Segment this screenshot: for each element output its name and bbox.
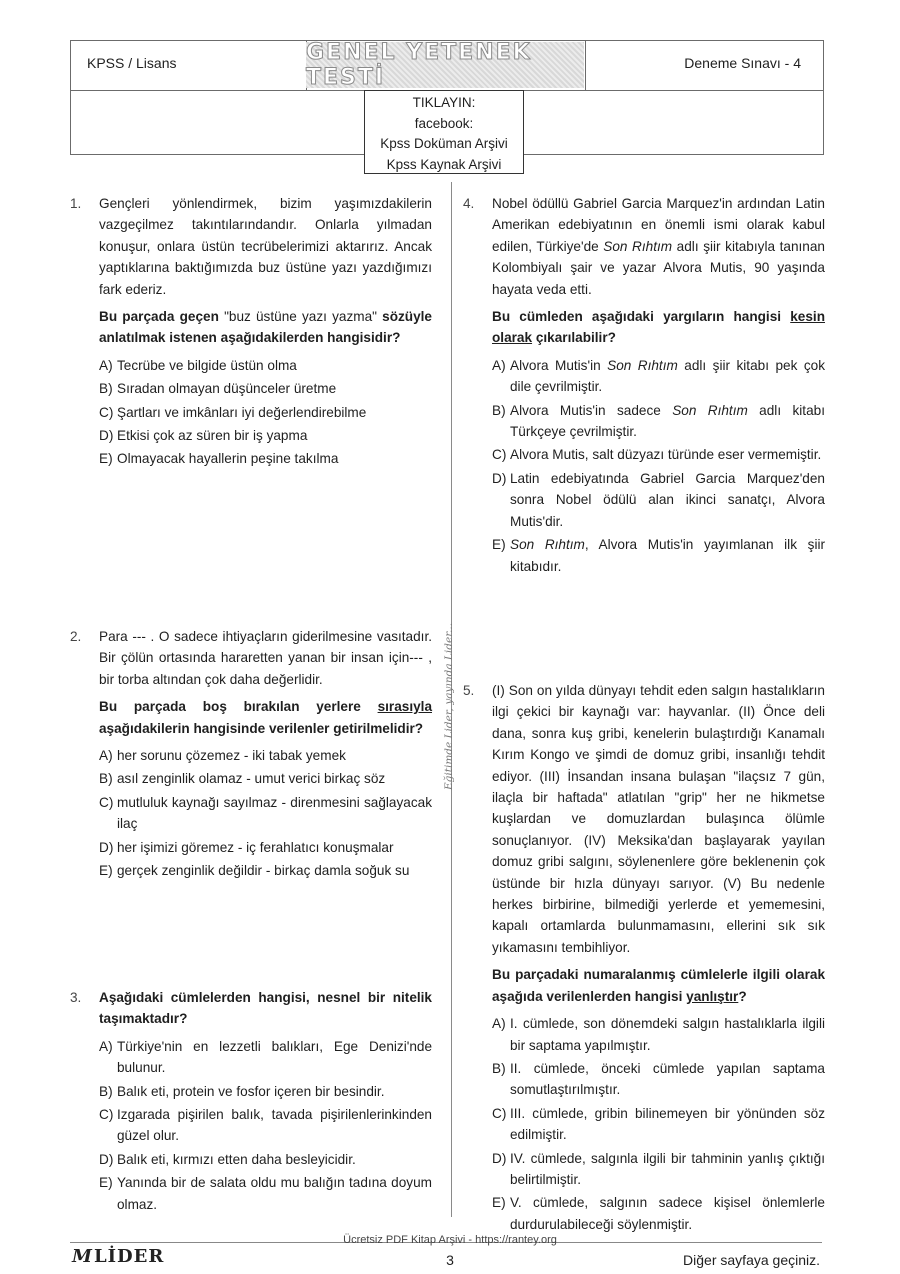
option-c[interactable]: C) mutluluk kaynağı sayılmaz - direnmesini sağlayacak ilaç: [99, 794, 432, 832]
watermark-link[interactable]: Ücretsiz PDF Kitap Arşivi - https://rantey.org: [343, 1234, 557, 1246]
question-number: 2.: [70, 629, 82, 644]
option-d[interactable]: D) IV. cümlede, salgınla ilgili bir tahminin yanlış çıktığı belirtilmiştir.: [492, 1150, 825, 1187]
option-c[interactable]: C) Şartları ve imkânları iyi değerlendirebilme: [99, 404, 367, 420]
option-a[interactable]: A) Tecrübe ve bilgide üstün olma: [99, 357, 297, 373]
question-2: [70, 626, 432, 883]
option-e[interactable]: E) Olmayacak hayallerin peşine takılma: [99, 451, 339, 467]
question-stem: Bu parçadaki numaralanmış cümlelerle ilgili olarak aşağıda verilenlerden hangisi yanlıştır?: [492, 967, 825, 1004]
option-c[interactable]: C) Izgarada pişirilen balık, tavada pişirilenlerinkinden güzel olur.: [99, 1107, 432, 1144]
option-list: [492, 355, 825, 577]
option-b[interactable]: B) Balık eti, protein ve fosfor içeren bir besindir.: [99, 1083, 385, 1099]
question-stem: Bu cümleden aşağıdaki yargıların hangisi kesin olarak çıkarılabilir?: [492, 309, 825, 346]
option-e[interactable]: E) V. cümlede, salgının sadece kişisel önlemlerle durdurulabileceği söylenmiştir.: [492, 1195, 825, 1232]
next-page-note: Diğer sayfaya geçiniz.: [683, 1252, 820, 1268]
option-c[interactable]: C) Alvora Mutis, salt düzyazı türünde eser vermemiştir.: [492, 447, 822, 463]
exam-title: Deneme Sınavı - 4: [684, 55, 801, 71]
option-list: [99, 1036, 432, 1215]
option-b[interactable]: B) asıl zenginlik olamaz - umut verici birkaç söz: [99, 771, 386, 787]
promo-line: TIKLAYIN:: [412, 95, 476, 110]
exam-level: KPSS / Lisans: [87, 55, 177, 71]
option-list: [99, 745, 432, 881]
question-1: [70, 193, 432, 472]
question-number: 5.: [463, 683, 475, 698]
publisher-logo: MLİDER: [72, 1246, 165, 1267]
option-b[interactable]: B) Sıradan olmayan düşünceler üretme: [99, 381, 337, 397]
option-e[interactable]: E) Yanında bir de salata oldu mu balığın tadına doyum olmaz.: [99, 1175, 432, 1212]
question-number: 1.: [70, 196, 82, 211]
question-stem: Aşağıdaki cümlelerden hangisi, nesnel bir nitelik taşımaktadır?: [99, 990, 432, 1027]
question-text: Nobel ödüllü Gabriel Garcia Marquez'in ardından Latin Amerikan edebiyatının en önemli ismi olarak kabul edilen, Türkiye'de Son Rıhtım adlı şiir kitabıyla tanınan Kolombiyalı şair ve yazar Alvora Mutis, 90 yaşında hayata veda etti.: [492, 196, 825, 297]
option-b[interactable]: B) Alvora Mutis'in sadece Son Rıhtım adlı kitabı Türkçeye çevrilmiştir.: [492, 402, 825, 440]
option-e[interactable]: E) gerçek zenginlik değildir - birkaç damla soğuk su: [99, 863, 410, 879]
page-number: 3: [446, 1252, 454, 1268]
question-text: Gençleri yönlendirmek, bizim yaşımızdakilerin vazgeçilmez takıntılarındandır. Onlarla yılmadan konuşur, onlara üstün tecrübelerimizi aktarırız. Ancak yaptıklarına baktığımızda buz üstüne yazı yazdığımızı fark ederiz.: [99, 196, 432, 297]
question-text: (I) Son on yılda dünyayı tehdit eden salgın hastalıkların ilgi çekici bir kaynağı var: hayvanlar. (II) Önce deli dana, sonra kuş gribi, kenelerin bulaştırdığı Kanamalı Kırım Kongo ve şimdi de domuz gribi, insanlığı tehdit ediyor. (III) İnsandan insana bulaşan "ilaçsız 7 gün, ilaçla bir haftada" atlatılan "grip" her ne hikmetse kuşlardan ve domuzlardan bulaşınca ölümle sonuçlanıyor. (IV) Meksika'dan başlayarak yayılan domuz gribi salgını, söylenenlere göre beklenenin çok üstünde bir hızla dünyayı sarıyor. (V) Bu nedenle herkes birbirine, bilmediği yerlerde et yememesini, kapalı ortamlarda bulunmamasını, ellerini sık sık yıkamasını tembihliyor.: [492, 683, 825, 955]
question-5: [463, 680, 825, 1237]
question-number: 3.: [70, 990, 82, 1005]
promo-line: facebook:: [414, 115, 474, 131]
test-banner: [306, 42, 584, 88]
promo-box[interactable]: [364, 90, 524, 174]
question-stem: Bu parçada geçen "buz üstüne yazı yazma" sözüyle anlatılmak istenen aşağıdakilerden hangisidir?: [99, 309, 432, 346]
option-d[interactable]: D) Etkisi çok az süren bir iş yapma: [99, 428, 308, 444]
option-a[interactable]: A) Alvora Mutis'in Son Rıhtım adlı şiir kitabı pek çok dile çevrilmiştir.: [492, 357, 825, 395]
question-3: [70, 987, 432, 1217]
option-list: [492, 1013, 825, 1235]
question-stem: Bu parçada boş bırakılan yerlere sırasıyla aşağıdakilerin hangisinde verilenler getirilmelidir?: [99, 699, 432, 736]
option-d[interactable]: D) her işimizi göremez - iç ferahlatıcı konuşmalar: [99, 839, 394, 855]
option-d[interactable]: D) Latin edebiyatında Gabriel Garcia Marquez'den sonra Nobel ödülü alan ikinci sanatçı, Alvora Mutis'dir.: [492, 470, 825, 529]
option-e[interactable]: E) Son Rıhtım, Alvora Mutis'in yayımlanan ilk şiir kitabıdır.: [492, 537, 826, 574]
option-list: [99, 355, 432, 470]
question-4: [463, 193, 825, 579]
question-number: 4.: [463, 196, 475, 211]
option-a[interactable]: A) her sorunu çözemez - iki tabak yemek: [99, 748, 346, 764]
option-c[interactable]: C) III. cümlede, gribin bilinemeyen bir yönünden söz edilmiştir.: [492, 1105, 825, 1143]
option-d[interactable]: D) Balık eti, kırmızı etten daha besleyicidir.: [99, 1151, 356, 1167]
option-a[interactable]: A) Türkiye'nin en lezzetli balıkları, Ege Denizi'nde bulunur.: [99, 1038, 432, 1076]
promo-line: Kpss Kaynak Arşivi: [386, 156, 502, 172]
header-divider: [585, 41, 586, 90]
option-a[interactable]: A) I. cümlede, son dönemdeki salgın hastalıklarla ilgili bir saptama yapılmıştır.: [492, 1016, 825, 1053]
question-text: Para --- . O sadece ihtiyaçların giderilmesine vasıtadır. Bir çölün ortasında hararetten yanan bir insan için--- , bir torba altından çok daha değerlidir.: [99, 629, 432, 687]
option-b[interactable]: B) II. cümlede, önceki cümlede yapılan saptama somutlaştırılmıştır.: [492, 1060, 825, 1098]
test-banner-title: GENEL YETENEK TESTİ: [306, 40, 532, 90]
side-slogan: Eğitimde Lider, yayında Lider...: [443, 622, 455, 790]
promo-line: Kpss Doküman Arşivi: [380, 136, 508, 151]
